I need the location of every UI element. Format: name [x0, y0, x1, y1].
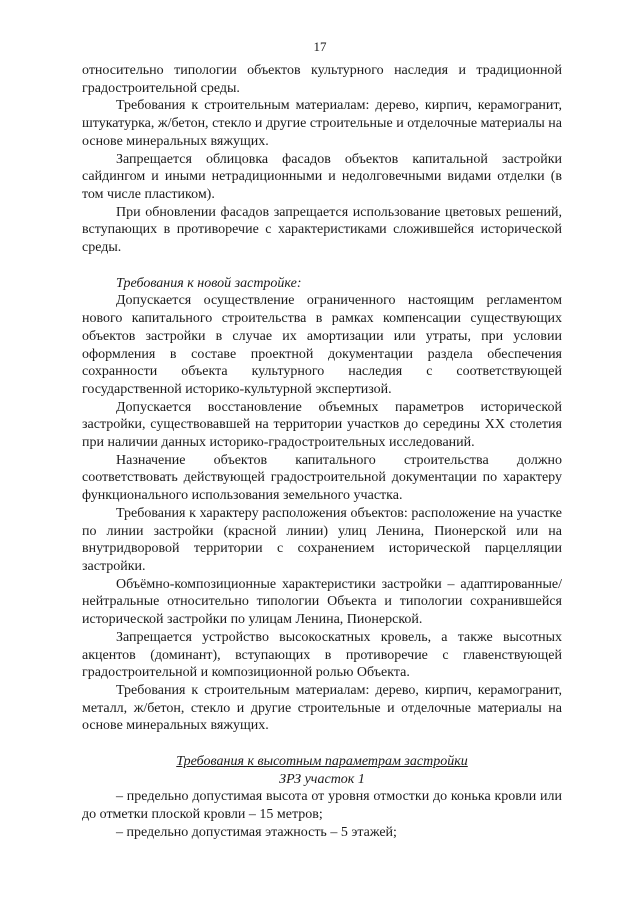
paragraph-facade-colors: При обновлении фасадов запрещается использование цветовых решений, вступающих в противоречие с характеристиками сложившейся исторической среды.	[82, 204, 562, 256]
paragraph-purpose: Назначение объектов капитального строительства должно соответствовать действующей градостроительной документации по характеру функционального использования земельного участка.	[82, 452, 562, 504]
paragraph-volume: Объёмно-композиционные характеристики застройки – адаптированные/ нейтральные относительно типологии Объекта и типологии сохранившейся исторической застройки по улицам Ленина, Пионерской.	[82, 576, 562, 628]
heading-new-construction: Требования к новой застройке:	[116, 275, 302, 291]
paragraph-max-floors: – предельно допустимая этажность – 5 этажей;	[116, 824, 397, 840]
paragraph-facade-cladding: Запрещается облицовка фасадов объектов капитальной застройки сайдингом и иными нетрадиционными и недолговечными видами отделки (в том числе пластиком).	[82, 151, 562, 202]
heading-height-params: Требования к высотным параметрам застройки	[176, 754, 468, 770]
heading-zone: ЗРЗ участок 1	[279, 771, 365, 787]
paragraph-roofs: Запрещается устройство высокоскатных кровель, а также высотных акцентов (доминант), вступающих в противоречие с главенствующей градостроительной и композиционной ролью Объекта.	[82, 629, 562, 681]
paragraph-new-construction: Допускается осуществление ограниченного настоящим регламентом нового капитального строительства в рамках компенсации существующих объектов застройки в случае их амортизации или утраты, при условии оформления в составе проектной документации раздела обеспечения сохранности объекта культурного наследия с соответствующей государственной историко-культурной экспертизой.	[82, 293, 562, 397]
spacer	[82, 257, 562, 275]
spacer	[82, 735, 562, 753]
page-number: 17	[313, 39, 327, 54]
paragraph-materials-1: Требования к строительным материалам: дерево, кирпич, керамогранит, штукатурка, ж/бетон, стекло и другие строительные и отделочные материалы на основе минеральных вяжущих.	[82, 98, 562, 149]
document-body	[82, 62, 562, 842]
paragraph-max-height: – предельно допустимая высота от уровня отмостки до конька кровли или до отметки плоской кровли – 15 метров;	[82, 789, 562, 823]
paragraph-typology: относительно типологии объектов культурного наследия и традиционной градостроительной среды.	[82, 63, 562, 96]
paragraph-restoration: Допускается восстановление объемных параметров исторической застройки, существовавшей на территории участков до середины XX столетия при наличии данных историко-градостроительных исследований.	[82, 399, 562, 451]
paragraph-placement: Требования к характеру расположения объектов: расположение на участке по линии застройки (красной линии) улиц Ленина, Пионерской или на внутридворовой территории с сохранением исторической парцелляции застройки.	[82, 505, 562, 574]
paragraph-materials-2: Требования к строительным материалам: дерево, кирпич, керамогранит, металл, ж/бетон, стекло и другие строительные и отделочные материалы на основе минеральных вяжущих.	[82, 682, 562, 734]
